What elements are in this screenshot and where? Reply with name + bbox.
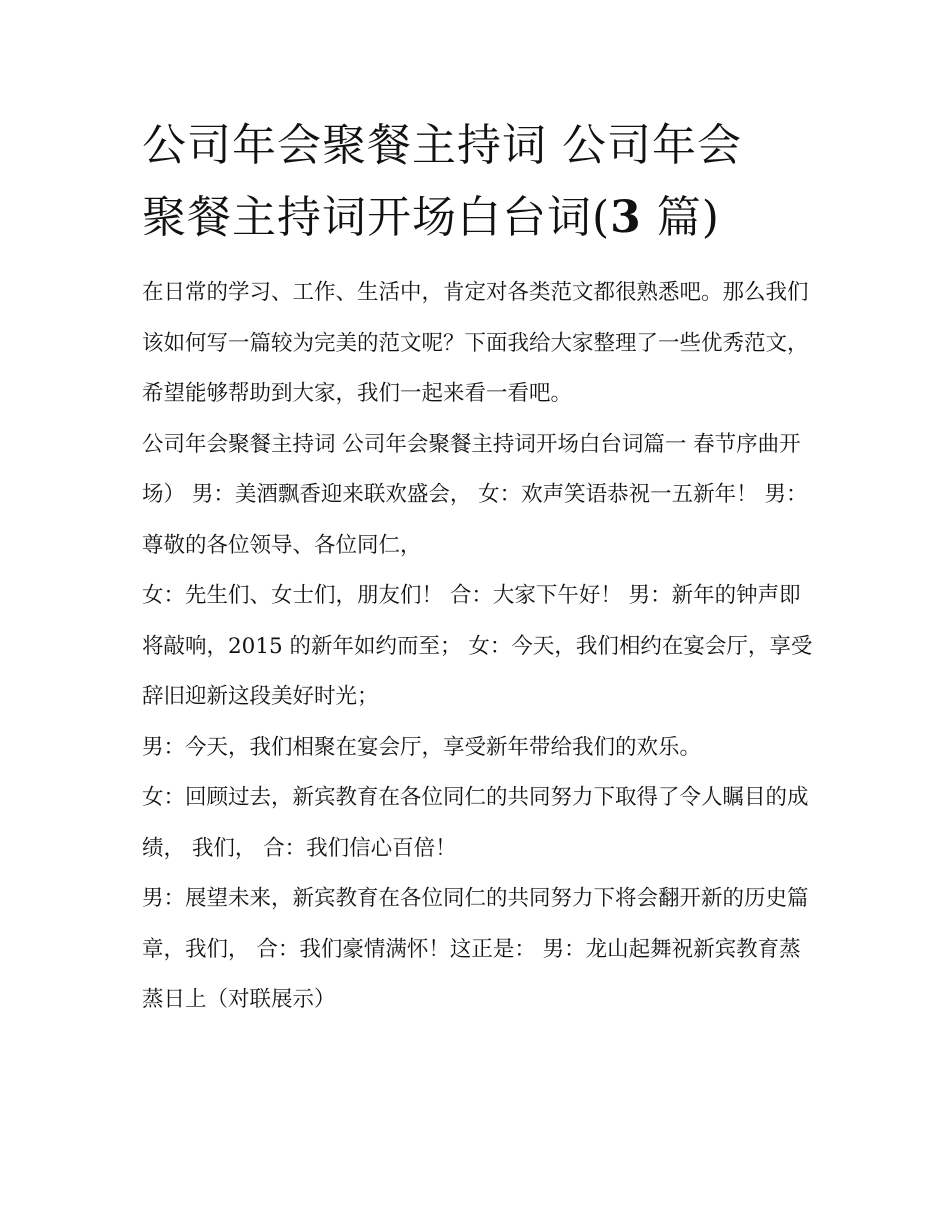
- document-title: [142, 110, 814, 268]
- script-paragraph-2: 女：先生们、女士们，朋友们！ 合：大家下午好！ 男：新年的钟声即将敲响，2015 的新年如约而至； 女：今天，我们相约在宴会厅，享受辞旧迎新这段美好时光；: [142, 583, 813, 709]
- intro-paragraph: 在日常的学习、工作、生活中，肯定对各类范文都很熟悉吧。那么我们该如何写一篇较为完美的范文呢？下面我给大家整理了一些优秀范文，希望能够帮助到大家，我们一起来看一看吧。: [142, 280, 809, 406]
- title-line-2-suffix: 篇): [641, 192, 720, 243]
- script-paragraph-5: 男：展望未来，新宾教育在各位同仁的共同努力下将会翻开新的历史篇章，我们， 合：我们豪情满怀！这正是： 男：龙山起舞祝新宾教育蒸蒸日上（对联展示）: [142, 886, 809, 1012]
- title-count: 3: [610, 192, 642, 243]
- script-paragraph-3: 男：今天，我们相聚在宴会厅，享受新年带给我们的欢乐。: [142, 734, 702, 760]
- title-line-2-prefix: 聚餐主持词开场白台词(: [142, 192, 611, 243]
- title-line-1: 公司年会聚餐主持词 公司年会: [142, 120, 742, 171]
- script-paragraph-1: 公司年会聚餐主持词 公司年会聚餐主持词开场白台词篇一 春节序曲开场） 男：美酒飘香迎来联欢盛会， 女：欢声笑语恭祝一五新年！ 男：尊敬的各位领导、各位同仁，: [142, 431, 808, 558]
- script-paragraph-4: 女：回顾过去，新宾教育在各位同仁的共同努力下取得了令人瞩目的成绩， 我们， 合：我们信心百倍！: [142, 785, 809, 861]
- document-body: [142, 110, 814, 1026]
